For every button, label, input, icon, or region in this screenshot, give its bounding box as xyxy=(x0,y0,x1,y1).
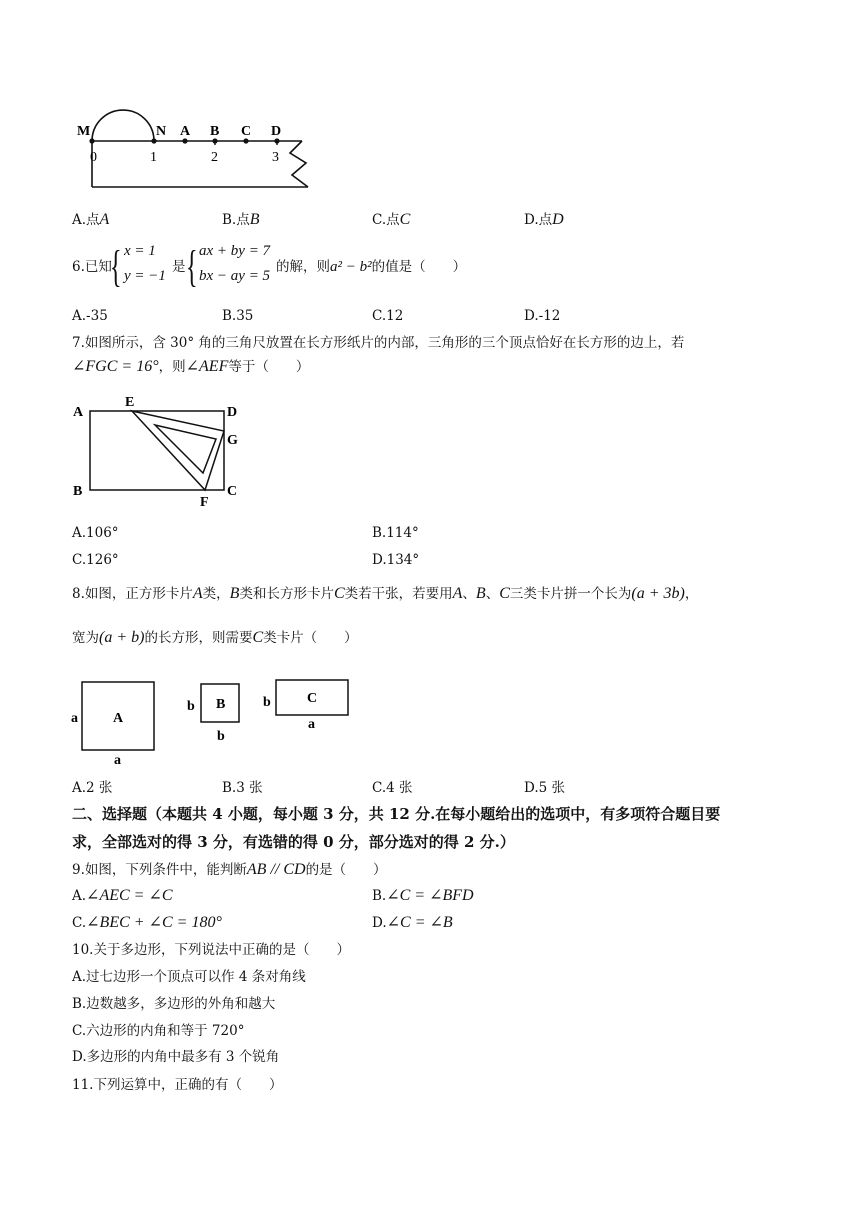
q11-stem: 11.下列运算中，正确的有（ ） xyxy=(72,1077,283,1093)
label-N: N xyxy=(156,124,167,139)
card-a-label: A xyxy=(113,711,124,726)
q6-option-a[interactable]: A.-35 xyxy=(72,308,108,324)
q5-option-c[interactable]: C.点C xyxy=(372,211,411,228)
tick-2: 2 xyxy=(211,150,218,165)
q6-option-b[interactable]: B.35 xyxy=(222,308,254,324)
section2-heading-line1: 二、选择题（本题共 4 小题，每小题 3 分，共 12 分.在每小题给出的选项中，有多项符合题目要 xyxy=(72,805,721,823)
q5-option-d[interactable]: D.点D xyxy=(524,211,564,228)
q7-option-d[interactable]: D.134° xyxy=(372,552,420,568)
q9-option-d[interactable]: D.∠C = ∠B xyxy=(372,914,453,931)
tick-0: 0 xyxy=(90,150,97,165)
q6-sys2-eq1: ax + by = 7 xyxy=(199,243,271,259)
label-A: A xyxy=(180,124,191,139)
label-D: D xyxy=(271,124,282,139)
q6-sys1-eq1: x = 1 xyxy=(124,243,156,259)
cards-figure xyxy=(68,672,368,772)
label-M: M xyxy=(77,124,91,139)
card-a-bottom-a: a xyxy=(114,753,121,768)
card-c-label: C xyxy=(307,691,318,706)
q6-brace-2: { xyxy=(186,242,198,291)
q7-option-c[interactable]: C.126° xyxy=(72,552,119,568)
card-c-bottom-a: a xyxy=(308,717,315,732)
q6-is: 是 xyxy=(172,259,186,275)
q6-prefix: 6.已知 xyxy=(72,259,112,275)
tick-1: 1 xyxy=(150,150,157,165)
q7-stem-line1: 7.如图所示，含 30° 角的三角尺放置在长方形纸片的内部，三角形的三个顶点恰好在长方形的边上，若 xyxy=(72,335,685,351)
q6-sys2-eq2: bx − ay = 5 xyxy=(199,268,271,284)
q8-stem-line2: 宽为(a + b)的长方形，则需要C类卡片（ ） xyxy=(72,629,358,646)
fig7-label-A: A xyxy=(73,405,84,420)
q10-option-c[interactable]: C.六边形的内角和等于 720° xyxy=(72,1023,245,1039)
q5-option-a[interactable]: A.点A xyxy=(72,211,110,228)
fig7-label-B: B xyxy=(73,484,83,499)
card-c-side-b: b xyxy=(263,695,271,710)
q8-option-a[interactable]: A.2 张 xyxy=(72,780,113,796)
q6-option-d[interactable]: D.-12 xyxy=(524,308,561,324)
fig7-label-F: F xyxy=(200,495,209,510)
q10-option-b[interactable]: B.边数越多，多边形的外角和越大 xyxy=(72,996,276,1012)
card-b-side-b: b xyxy=(187,699,195,714)
q6-brace-1: { xyxy=(110,242,122,291)
card-b-label: B xyxy=(216,697,226,712)
q6-sys1-eq2: y = −1 xyxy=(124,268,166,284)
tick-3: 3 xyxy=(272,150,279,165)
label-B: B xyxy=(210,124,220,139)
fig7-label-D: D xyxy=(227,405,238,420)
q9-option-b[interactable]: B.∠C = ∠BFD xyxy=(372,887,474,904)
card-b-bottom-b: b xyxy=(217,729,225,744)
q7-option-a[interactable]: A.106° xyxy=(72,525,119,541)
q7-option-b[interactable]: B.114° xyxy=(372,525,419,541)
rectangle-triangle-figure xyxy=(70,393,250,513)
q5-option-b[interactable]: B.点B xyxy=(222,211,260,228)
q8-option-c[interactable]: C.4 张 xyxy=(372,780,413,796)
label-C: C xyxy=(241,124,252,139)
q9-option-c[interactable]: C.∠BEC + ∠C = 180° xyxy=(72,914,222,931)
fig7-label-C: C xyxy=(227,484,238,499)
q8-option-b[interactable]: B.3 张 xyxy=(222,780,263,796)
q10-option-d[interactable]: D.多边形的内角中最多有 3 个锐角 xyxy=(72,1049,280,1065)
fig7-label-E: E xyxy=(125,395,135,410)
q9-option-a[interactable]: A.∠AEC = ∠C xyxy=(72,887,173,904)
card-a-side-a: a xyxy=(71,711,78,726)
q10-option-a[interactable]: A.过七边形一个顶点可以作 4 条对角线 xyxy=(72,969,306,985)
q6-option-c[interactable]: C.12 xyxy=(372,308,404,324)
q9-stem: 9.如图，下列条件中，能判断AB // CD的是（ ） xyxy=(72,861,387,878)
section2-heading-line2: 求，全部选对的得 3 分，有选错的得 0 分，部分选对的得 2 分.） xyxy=(72,833,515,851)
q10-stem: 10.关于多边形，下列说法中正确的是（ ） xyxy=(72,942,350,958)
fig7-label-G: G xyxy=(227,433,238,448)
number-line-figure xyxy=(70,95,320,195)
q7-stem-line2: ∠FGC = 16°，则∠AEF等于（ ） xyxy=(72,358,310,375)
q8-stem-line1: 8.如图，正方形卡片A类，B类和长方形卡片C类若干张，若要用A、B、C三类卡片拼一个长为(a + 3b)， xyxy=(72,585,699,602)
q8-option-d[interactable]: D.5 张 xyxy=(524,780,566,796)
q6-mid: 的解，则a² − b²的值是（ ） xyxy=(276,259,467,275)
